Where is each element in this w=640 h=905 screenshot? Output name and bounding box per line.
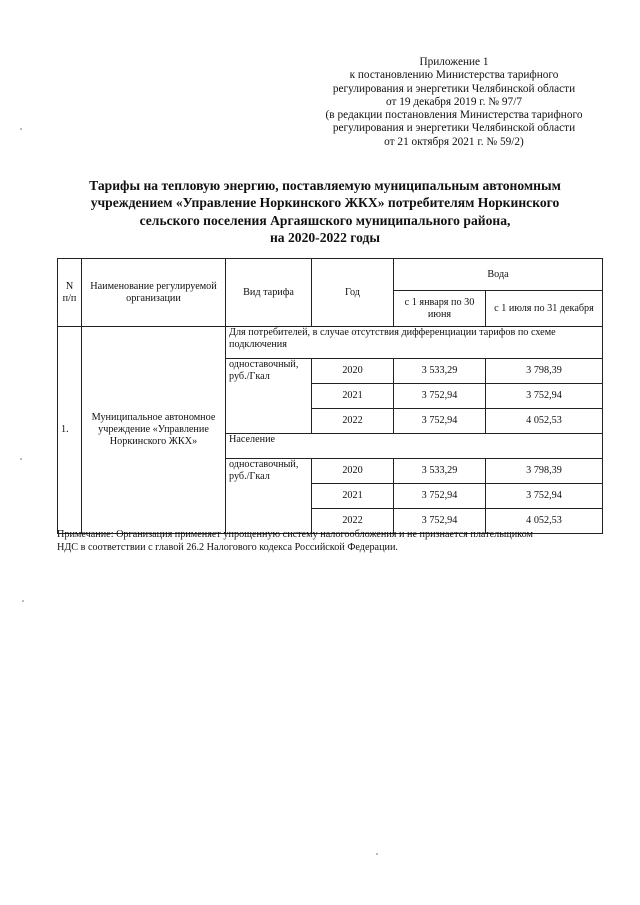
value-cell: 3 752,94	[394, 509, 486, 534]
scan-speck	[376, 853, 378, 855]
appendix-line: от 19 декабря 2019 г. № 97/7	[385, 95, 522, 108]
year-cell: 2022	[312, 509, 394, 534]
value-cell: 3 752,94	[394, 384, 486, 409]
header-year: Год	[312, 259, 394, 327]
value-cell: 3 752,94	[394, 484, 486, 509]
section-label-row	[58, 327, 603, 359]
year-cell: 2021	[312, 384, 394, 409]
header-num: N п/п	[58, 259, 82, 327]
header-water: Вода	[394, 259, 603, 291]
appendix-line: к постановлению Министерства тарифного	[349, 69, 559, 82]
note-line: НДС в соответствии с главой 26.2 Налогового кодекса Российской Федерации.	[57, 541, 398, 553]
appendix-line: регулирования и энергетики Челябинской области	[332, 82, 576, 95]
header-period-2: с 1 июля по 31 декабря	[486, 291, 603, 327]
value-cell: 3 798,39	[486, 359, 603, 384]
value-cell: 4 052,53	[486, 409, 603, 434]
scan-speck	[22, 600, 24, 602]
title-line: Тарифы на тепловую энергию, поставляемую муниципальным автономным	[89, 178, 561, 193]
appendix-line: Приложение 1	[419, 56, 489, 68]
value-cell: 3 752,94	[394, 409, 486, 434]
title-line: учреждением «Управление Норкинского ЖКХ» потребителям Норкинского	[90, 195, 560, 211]
header-period-1: с 1 января по 30 июня	[394, 291, 486, 327]
value-cell: 3 752,94	[486, 384, 603, 409]
year-cell: 2022	[312, 409, 394, 434]
tariff-type: одноставочный, руб./Гкал	[226, 459, 312, 534]
appendix-line: (в редакции постановления Министерства тарифного	[325, 109, 583, 122]
scan-speck	[20, 128, 22, 130]
title-line: сельского поселения Аргаяшского муниципального района,	[139, 212, 511, 228]
row-number: 1.	[58, 327, 82, 534]
table-header-row	[58, 259, 603, 291]
appendix-line: регулирования и энергетики Челябинской области	[332, 122, 576, 135]
header-org: Наименование регулируемой организации	[82, 259, 226, 327]
value-cell: 3 752,94	[486, 484, 603, 509]
year-cell: 2021	[312, 484, 394, 509]
section-label: Население	[226, 434, 603, 459]
note-block	[57, 529, 617, 554]
year-cell: 2020	[312, 459, 394, 484]
appendix-line: от 21 октября 2021 г. № 59/2)	[384, 135, 524, 148]
value-cell: 3 533,29	[394, 359, 486, 384]
section-label: Для потребителей, в случае отсутствия дифференциации тарифов по схеме подключения	[226, 327, 603, 359]
value-cell: 3 533,29	[394, 459, 486, 484]
header-tariff-type: Вид тарифа	[226, 259, 312, 327]
value-cell: 3 798,39	[486, 459, 603, 484]
document-title	[62, 177, 588, 246]
tariff-table	[57, 258, 603, 534]
value-cell: 4 052,53	[486, 509, 603, 534]
tariff-type: одноставочный, руб./Гкал	[226, 359, 312, 434]
title-line: на 2020-2022 годы	[269, 229, 381, 245]
organization-name: Муниципальное автономное учреждение «Управление Норкинского ЖКХ»	[82, 327, 226, 534]
appendix-block	[296, 56, 612, 149]
scan-speck	[20, 458, 22, 460]
year-cell: 2020	[312, 359, 394, 384]
note-line: Примечание: Организация применяет упрощенную систему налогообложения и не признается плательщиком	[57, 529, 533, 540]
